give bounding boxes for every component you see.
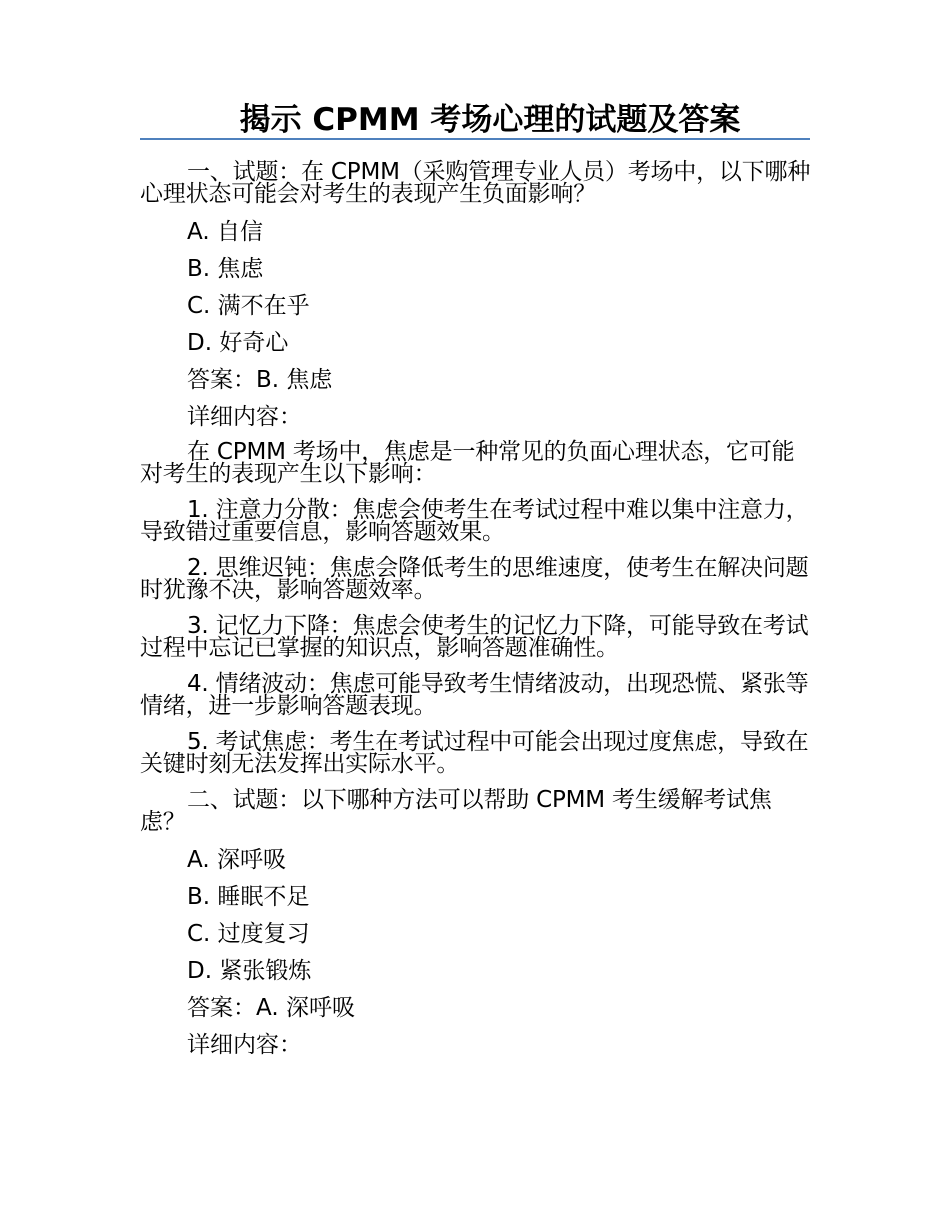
q1-intro: 在 CPMM 考场中，焦虑是一种常见的负面心理状态，它可能对考生的表现产生以下影响：	[140, 439, 795, 487]
document-body	[140, 156, 812, 1064]
q2-detail-label: 详细内容：	[187, 1032, 302, 1058]
q2-option-d: D. 紧张锻炼	[187, 958, 312, 984]
q1-point-3: 3. 记忆力下降：焦虑会使考生的记忆力下降，可能导致在考试过程中忘记已掌握的知识点，影响答题准确性。	[140, 613, 809, 661]
q2-option-a: A. 深呼吸	[187, 847, 286, 873]
q1-option-b: B. 焦虑	[187, 256, 264, 282]
q1-option-d: D. 好奇心	[187, 330, 289, 356]
question-1: 一、试题：在 CPMM（采购管理专业人员）考场中，以下哪种心理状态可能会对考生的表现产生负面影响？	[140, 159, 811, 207]
title-underline	[140, 138, 810, 140]
q1-point-2: 2. 思维迟钝：焦虑会降低考生的思维速度，使考生在解决问题时犹豫不决，影响答题效率。	[140, 555, 809, 603]
q1-option-a: A. 自信	[187, 219, 263, 245]
question-2: 二、试题：以下哪种方法可以帮助 CPMM 考生缓解考试焦虑？	[140, 787, 772, 835]
q2-answer: 答案：A. 深呼吸	[187, 995, 355, 1021]
document-title: 揭示 CPMM 考场心理的试题及答案	[239, 102, 741, 138]
q2-option-c: C. 过度复习	[187, 921, 310, 947]
q2-option-b: B. 睡眠不足	[187, 884, 310, 910]
q1-option-c: C. 满不在乎	[187, 293, 310, 319]
q1-point-1: 1. 注意力分散：焦虑会使考生在考试过程中难以集中注意力，导致错过重要信息，影响答题效果。	[140, 497, 809, 545]
q1-detail-label: 详细内容：	[187, 404, 302, 430]
q1-answer: 答案：B. 焦虑	[187, 367, 333, 393]
q1-point-4: 4. 情绪波动：焦虑可能导致考生情绪波动，出现恐慌、紧张等情绪，进一步影响答题表现。	[140, 671, 809, 719]
q1-point-5: 5. 考试焦虑：考生在考试过程中可能会出现过度焦虑，导致在关键时刻无法发挥出实际水平。	[140, 729, 809, 777]
